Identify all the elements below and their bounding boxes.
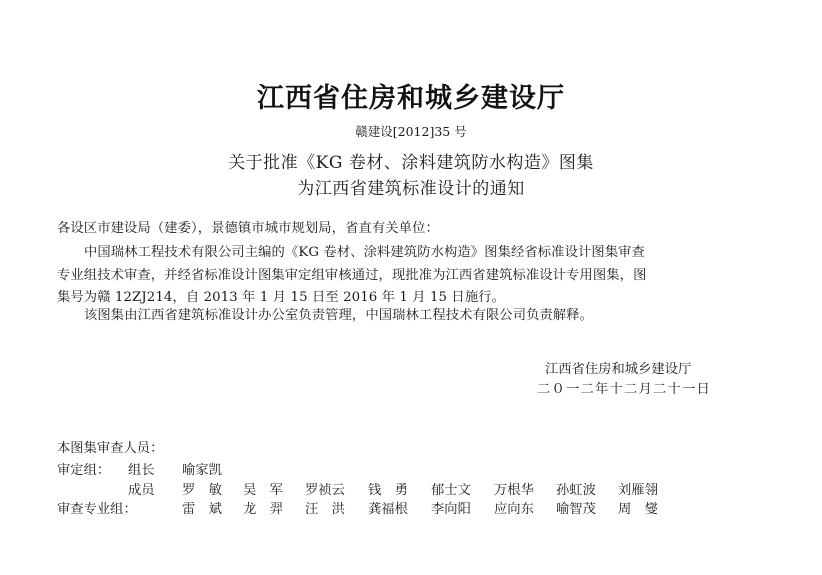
review-group-label: 审查专业组： [57, 502, 137, 517]
signature-org: 江西省住房和城乡建设厅 [545, 362, 692, 377]
member-name: 罗 敏 [182, 483, 222, 498]
member-name: 龙 羿 [243, 502, 283, 517]
salutation: 各设区市建设局（建委），景德镇市城市规划局，省直有关单位： [57, 221, 439, 236]
signature-date: 二０一二年十二月二十一日 [537, 382, 711, 397]
member-name: 李向阳 [431, 502, 471, 517]
member-name: 龚福根 [368, 502, 408, 517]
member-name: 汪 洪 [305, 502, 345, 517]
member-name: 钱 勇 [368, 483, 408, 498]
reviewers-heading: 本图集审查人员： [57, 441, 164, 456]
members-label: 成员 [128, 483, 155, 498]
org-title: 江西省住房和城乡建设厅 [257, 83, 565, 114]
member-name: 应向东 [494, 502, 534, 517]
member-name: 喻智茂 [556, 502, 596, 517]
member-name: 郁士文 [431, 483, 471, 498]
approval-group-label: 审定组： [57, 463, 111, 478]
member-name: 吴 军 [243, 483, 283, 498]
paragraph-2: 该图集由江西省建筑标准设计办公室负责管理，中国瑞林工程技术有限公司负责解释。 [84, 308, 594, 323]
subject-line-2: 为江西省建筑标准设计的通知 [297, 179, 525, 199]
leader-label: 组长 [128, 463, 155, 478]
paragraph-1-line-3: 集号为赣 12ZJ214，自 2013 年 1 月 15 日至 2016 年 1 月 15 日施行。 [57, 290, 506, 305]
subject-line-1: 关于批准《KG 卷材、涂料建筑防水构造》图集 [228, 153, 594, 173]
member-name: 周 燮 [618, 502, 658, 517]
member-name: 罗祯云 [305, 483, 345, 498]
doc-number: 赣建设[2012]35 号 [355, 124, 467, 139]
paragraph-1-line-2: 专业组技术审查，并经省标准设计图集审定组审核通过，现批准为江西省建筑标准设计专用图集，图 [57, 268, 647, 283]
member-name: 雷 斌 [182, 502, 222, 517]
leader-name: 喻家凯 [182, 463, 222, 478]
member-name: 刘雁翎 [618, 483, 658, 498]
member-name: 万根华 [494, 483, 534, 498]
member-name: 孙虹波 [556, 483, 596, 498]
paragraph-1-line-1: 中国瑞林工程技术有限公司主编的《KG 卷材、涂料建筑防水构造》图集经省标准设计图集审查 [84, 245, 645, 260]
